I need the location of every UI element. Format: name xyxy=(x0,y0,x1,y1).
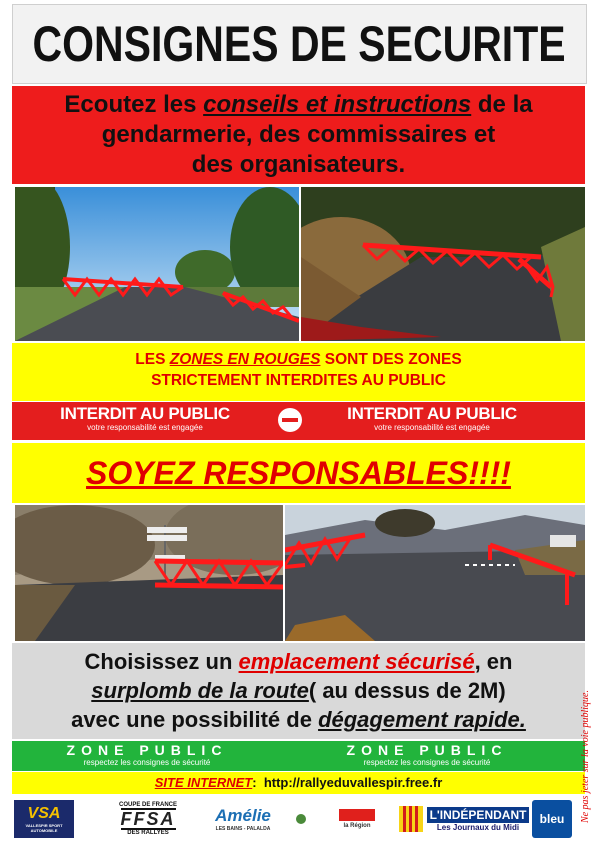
ban-sub-right: votre responsabilité est engagée xyxy=(374,423,490,432)
public-zone-label-left: ZONE PUBLIC xyxy=(66,742,228,758)
ban-banner xyxy=(12,402,585,440)
poster-title: CONSIGNES DE SECURITE xyxy=(32,16,567,72)
public-zone-right xyxy=(292,743,562,768)
intro-line-3: des organisateurs. xyxy=(191,151,406,178)
advice-line-3: avec une possibilité de dégagement rapide. xyxy=(71,707,526,732)
slogan: SOYEZ RESPONSABLES!!!! xyxy=(86,454,511,491)
sponsor-logos xyxy=(12,796,585,845)
website-row: SITE INTERNET: http://rallyeduvallespir.free.fr xyxy=(12,772,585,794)
advice-emphasis-3: dégagement rapide. xyxy=(318,707,526,732)
road-photo-3 xyxy=(15,505,283,641)
intro-line-2: gendarmerie, des commissaires et xyxy=(101,121,496,148)
advice-line-2: surplomb de la route( au dessus de 2M) xyxy=(91,678,506,703)
ban-block-right xyxy=(317,404,547,433)
road-photo-4 xyxy=(285,505,585,641)
intro-box xyxy=(12,86,585,184)
ban-label-left: INTERDIT AU PUBLIC xyxy=(60,404,230,423)
ban-label-right: INTERDIT AU PUBLIC xyxy=(347,404,517,423)
public-zone-banner xyxy=(12,741,585,771)
vsa-logo: VSA VALLESPIR SPORT AUTOMOBILE xyxy=(14,800,74,838)
ban-sub-left: votre responsabilité est engagée xyxy=(87,423,203,432)
bleu-logo: bleu xyxy=(532,800,572,838)
amelie-logo: Amélie LES BAINS - PALALDA xyxy=(215,806,271,832)
road-photo-1 xyxy=(15,187,299,341)
zones-emphasis: ZONES EN ROUGES xyxy=(169,351,321,368)
side-note: Ne pas jeter sur la voie publique. xyxy=(580,690,591,824)
advice-box xyxy=(12,643,585,739)
public-zone-sub-right: respectez les consignes de sécurité xyxy=(363,758,491,767)
website-url[interactable]: http://rallyeduvallespir.free.fr xyxy=(263,775,443,790)
independant-logo: L'INDÉPENDANT Les Journaux du Midi xyxy=(432,800,524,838)
poster-title-band xyxy=(12,4,587,84)
intro-line-1: Ecoutez les conseils et instructions de la xyxy=(64,91,533,118)
public-zone-left xyxy=(12,743,282,768)
advice-line-1: Choisissez un emplacement sécurisé, en xyxy=(84,649,513,674)
intro-emphasis: conseils et instructions xyxy=(203,91,472,118)
website-label: SITE INTERNET xyxy=(154,775,253,790)
ffsa-logo: COUPE DE FRANCE FFSA DES RALLYES xyxy=(118,802,177,836)
no-entry-icon xyxy=(278,408,302,432)
small-emblem xyxy=(294,800,308,838)
advice-emphasis-1: emplacement sécurisé xyxy=(238,649,475,674)
advice-emphasis-2: surplomb de la route xyxy=(91,678,309,703)
zones-notice xyxy=(12,343,585,401)
zones-notice-line-2: STRICTEMENT INTERDITES AU PUBLIC xyxy=(151,372,446,389)
slogan-box xyxy=(12,443,585,503)
road-photo-2 xyxy=(301,187,585,341)
public-zone-sub-left: respectez les consignes de sécurité xyxy=(83,758,211,767)
zones-notice-line-1: LES ZONES EN ROUGES SONT DES ZONES xyxy=(135,351,462,368)
region-logo: la Région xyxy=(327,800,387,838)
catalan-flag-logo xyxy=(396,800,426,838)
ban-block-left xyxy=(30,404,260,433)
public-zone-label-right: ZONE PUBLIC xyxy=(346,742,508,758)
